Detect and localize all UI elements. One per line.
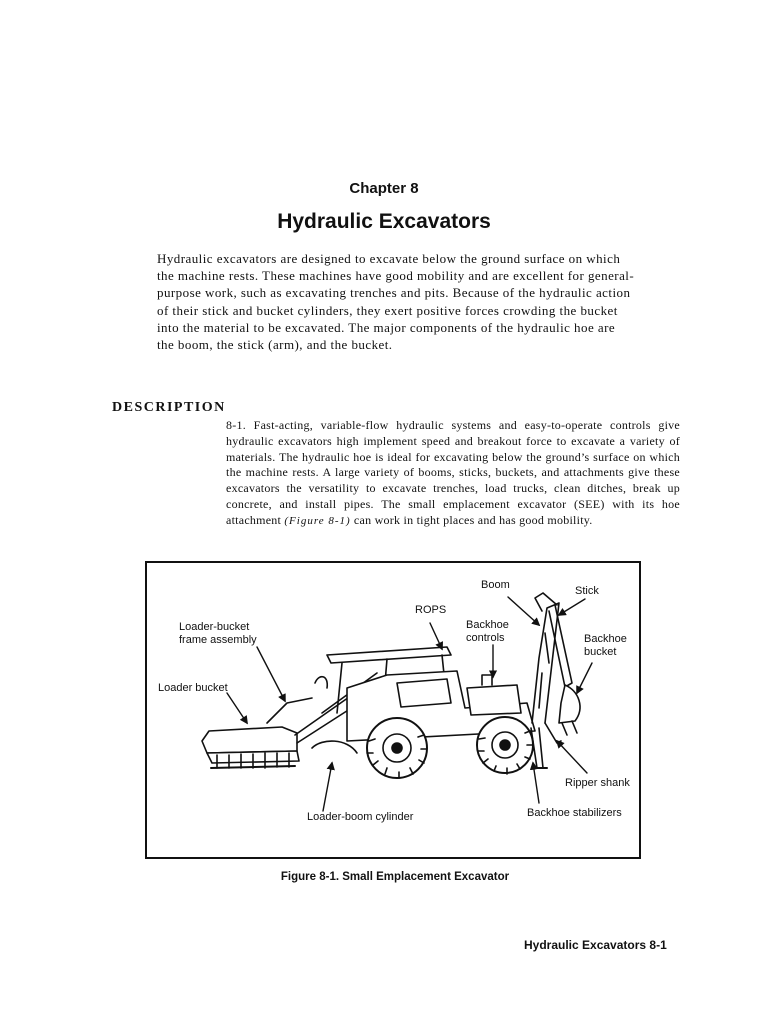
- figure-frame: [145, 561, 641, 859]
- label-backhoe-bucket-line2: bucket: [584, 646, 617, 658]
- label-loader-bucket-frame-line1: Loader-bucket: [179, 621, 250, 633]
- label-backhoe-bucket: [584, 633, 627, 659]
- stabilizers-drawing: [531, 723, 561, 768]
- label-backhoe-controls-line2: controls: [466, 632, 505, 644]
- page-footer: Hydraulic Excavators 8-1: [524, 938, 667, 952]
- label-boom: Boom: [481, 579, 510, 591]
- chapter-number: Chapter 8: [349, 180, 419, 197]
- backhoe-drawing: [532, 593, 580, 735]
- figure-reference: (Figure 8-1): [284, 514, 351, 527]
- label-loader-bucket: Loader bucket: [158, 682, 228, 694]
- description-paragraph: [226, 418, 680, 530]
- chapter-title: Hydraulic Excavators: [277, 210, 491, 233]
- section-heading-description: DESCRIPTION: [112, 400, 226, 415]
- loader-bucket-drawing: [202, 698, 312, 768]
- label-loader-bucket-frame-line2: frame assembly: [179, 634, 257, 646]
- figure-caption: Figure 8-1. Small Emplacement Excavator: [280, 871, 510, 883]
- label-stick: Stick: [575, 585, 599, 597]
- label-backhoe-controls-line1: Backhoe: [466, 619, 509, 631]
- label-backhoe-controls: [466, 619, 509, 645]
- label-loader-boom-cylinder: Loader-boom cylinder: [307, 811, 414, 823]
- description-text: 8-1. Fast-acting, variable-flow hydraulic systems and easy-to-operate controls give hydraulic excavators high implement speed and breakout force to excavate a variety of materials. The hydraulic hoe is ideal for excavating below the ground’s surface on which the machine rests. A large variety of booms, sticks, buckets, and attachments give these excavators the versatility to excavate trenches, load trucks, clean ditches, break up concrete, and install pipes. The small emplacement excavator (SEE) with its hoe attachment: [226, 418, 680, 527]
- label-rops: ROPS: [415, 604, 447, 616]
- label-ripper-shank: Ripper shank: [565, 777, 630, 789]
- intro-paragraph: Hydraulic excavators are designed to excavate below the ground surface on which the machine rests. These machines have good mobility and are excellent for general-purpose work, such as excavating trenches and pits. Because of the hydraulic action of their stick and bucket cylinders, they exert positive forces crowding the bucket into the material to be excavated. The major components of the hydraulic hoe are the boom, the stick (arm), and the bucket.: [157, 251, 635, 353]
- description-text-end: can work in tight places and has good mobility.: [353, 512, 593, 527]
- label-loader-bucket-frame: [179, 621, 257, 647]
- label-backhoe-stabilizers: Backhoe stabilizers: [527, 807, 622, 819]
- label-backhoe-bucket-line1: Backhoe: [584, 633, 627, 645]
